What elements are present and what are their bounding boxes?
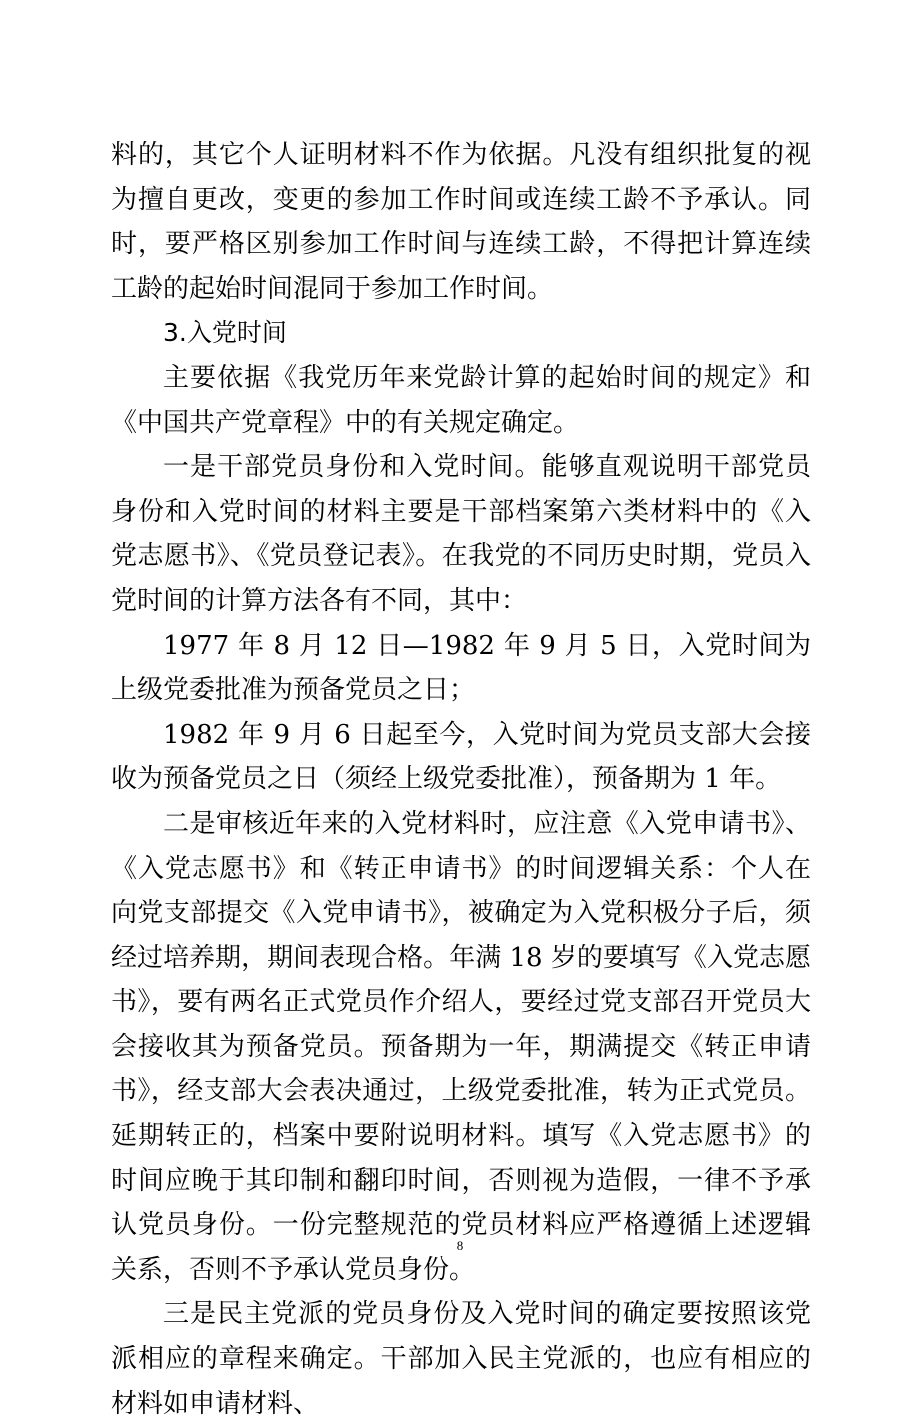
paragraph-period-1977: 1977 年 8 月 12 日—1982 年 9 月 5 日，入党时间为上级党委批准为预备党员之日； xyxy=(111,630,811,706)
paragraph-cadre-membership: 一是干部党员身份和入党时间。能够直观说明干部党员身份和入党时间的材料主要是干部档案第六类材料中的《入党志愿书》、《党员登记表》。在我党的不同历史时期，党员入党时间的计算方法各有不同，其中： xyxy=(111,452,811,616)
document-body xyxy=(111,133,811,1426)
paragraph-democratic-parties: 三是民主党派的党员身份及入党时间的确定要按照该党派相应的章程来确定。干部加入民主党派的，也应有相应的材料如申请材料、 xyxy=(111,1299,811,1419)
paragraph-continuation: 料的，其它个人证明材料不作为依据。凡没有组织批复的视为擅自更改，变更的参加工作时间或连续工龄不予承认。同时，要严格区别参加工作时间与连续工龄，不得把计算连续工龄的起始时间混同于参加工作时间。 xyxy=(111,140,811,304)
paragraph-period-1982: 1982 年 9 月 6 日起至今，入党时间为党员支部大会接收为预备党员之日（须经上级党委批准），预备期为 1 年。 xyxy=(111,719,811,795)
section-heading: 3.入党时间 xyxy=(163,318,287,348)
page-number: 8 xyxy=(456,1238,464,1253)
paragraph-basis: 主要依据《我党历年来党龄计算的起始时间的规定》和《中国共产党章程》中的有关规定确定。 xyxy=(111,362,811,438)
paragraph-review-materials: 二是审核近年来的入党材料时，应注意《入党申请书》、《入党志愿书》和《转正申请书》的时间逻辑关系：个人在向党支部提交《入党申请书》，被确定为入党积极分子后，须经过培养期，期间表现合格。年满 18 岁的要填写《入党志愿书》，要有两名正式党员作介绍人，要经过党支部召开党员大会接收其为预备党员。预备期为一年，期满提交《转正申请书》，经支部大会表决通过，上级党委批准，转为正式党员。延期转正的，档案中要附说明材料。填写《入党志愿书》的时间应晚于其印制和翻印时间，否则视为造假，一律不予承认党员身份。一份完整规范的党员材料应严格遵循上述逻辑关系，否则不予承认党员身份。 xyxy=(111,808,811,1285)
